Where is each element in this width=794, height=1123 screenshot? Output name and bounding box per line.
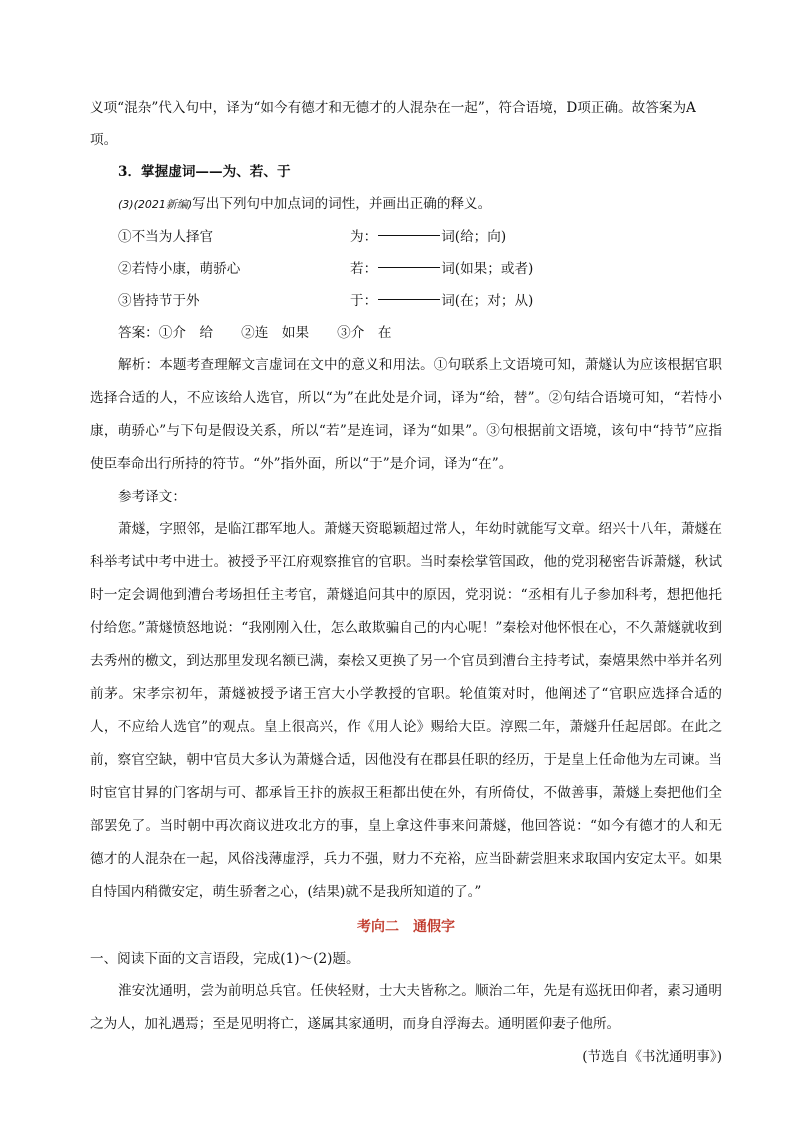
passage-paragraph: 淮安沈通明，尝为前明总兵官。任侠轻财，士大夫皆称之。顺治二年，先是有巡抚田仰者，素习通明之为人，加礼遇焉；至是见明将亡，遂属其家通明，而身自浮海去。通明匿仰妻子他所。: [90, 983, 722, 1032]
paragraph-line: 义项“混杂”代入句中，译为“如今有德才和无德才的人混杂在一起”，符合语境，D项正确。故答案为A: [90, 100, 696, 116]
paragraph-line: 项。: [90, 132, 118, 148]
translation-paragraph: 萧燧，字照邻，是临江郡军地人。萧燧天资聪颖超过常人，年幼时就能写文章。绍兴十八年，萧燧在科举考试中考中进士。被授予平江府观察推官的官职。当时秦桧掌管国政，他的党羽秘密告诉萧燧，秋试时一定会调他到漕台考场担任主考官，萧燧追问其中的原因，党羽说：“丞相有儿子参加科考，想把他托付给您。”萧燧愤怒地说：“我刚刚入仕，怎么敢欺骗自己的内心呢！”秦桧对他怀恨在心，不久萧燧就收到去秀州的檄文，到达那里发现名额已满，秦桧又更换了另一个官员到漕台主持考试，秦熺果然中举并名列前茅。宋孝宗初年，萧燧被授予诸王宫大小学教授的官职。轮值策对时，他阐述了“官职应选择合适的人，不应给人选官”的观点。皇上很高兴，作《用人论》赐给大臣。淳熙二年，萧燧升任起居郎。在此之前，察官空缺，朝中官员大多认为萧燧合适，因他没有在郡县任职的经历，于是皇上任命他为左司谏。当时宦官甘昪的门客胡与可、都承旨王抃的族叔王秬都出使在外，有所倚仗，不做善事，萧燧上奏把他们全部罢免了。当时朝中再次商议进攻北方的事，皇上拿这件事来问萧燧，他回答说：“如今有德才的人和无德才的人混杂在一起，风俗浅薄虚浮，兵力不强，财力不充裕，应当卧薪尝胆来求取国内安定太平。如果自恃国内稍微安定，萌生骄奢之心，(结果)就不是我所知道的了。”: [90, 521, 722, 900]
document-page: [90, 92, 722, 1073]
answer-prefix: 答案：: [118, 325, 159, 341]
question-line: [90, 188, 722, 221]
analysis-paragraph: 解析：本题考查理解文言虚词在文中的意义和用法。①句联系上文语境可知，萧燧认为应该根据官职选择合适的人，不应该给人选官，所以“为”在此处是介词，译为“给，替”。②句结合语境可知，“若恃小康，萌骄心”与下句是假设关系，所以“若”是连词，译为“如果”。③句根据前文语境，该句中“持节”应指使臣奉命出行所持的符节。“外”指外面，所以“于”是介词，译为“在”。: [90, 357, 722, 472]
question-text: 写出下列句中加点词的词性，并画出正确的释义。: [192, 196, 492, 212]
answer-blank[interactable]: [378, 253, 440, 268]
answer-blank[interactable]: [378, 221, 440, 236]
passage-source: (节选自《书沈通明事》): [582, 1049, 722, 1065]
item-sentence: ②若恃小康，萌骄心: [118, 261, 241, 277]
question-item: [90, 253, 722, 285]
answer-3: ③介 在: [337, 325, 392, 341]
question-item: [90, 221, 722, 253]
section-question: 一、阅读下面的文言语段，完成(1)～(2)题。: [90, 951, 360, 967]
item-label: 于：: [350, 293, 378, 309]
answer-blank[interactable]: [378, 285, 440, 300]
answer-1: ①介 给: [158, 325, 214, 341]
section-heading: 3．掌握虚词——为、若、于: [118, 164, 291, 180]
item-options: 词(在；对；从): [441, 293, 534, 309]
answer-2: ②连 如果: [241, 325, 310, 341]
question-tag: (3)(2021新编): [118, 198, 193, 211]
section-title: 考向二 通假字: [357, 919, 455, 935]
item-label: 为：: [350, 229, 378, 245]
translation-heading: 参考译文：: [118, 489, 186, 505]
item-options: 词(如果；或者): [441, 261, 534, 277]
item-sentence: ③皆持节于外: [118, 293, 200, 309]
answer-line: [90, 317, 722, 349]
item-options: 词(给；向): [441, 229, 507, 245]
question-item: [90, 285, 722, 317]
item-label: 若：: [350, 261, 378, 277]
item-sentence: ①不当为人择官: [118, 229, 214, 245]
